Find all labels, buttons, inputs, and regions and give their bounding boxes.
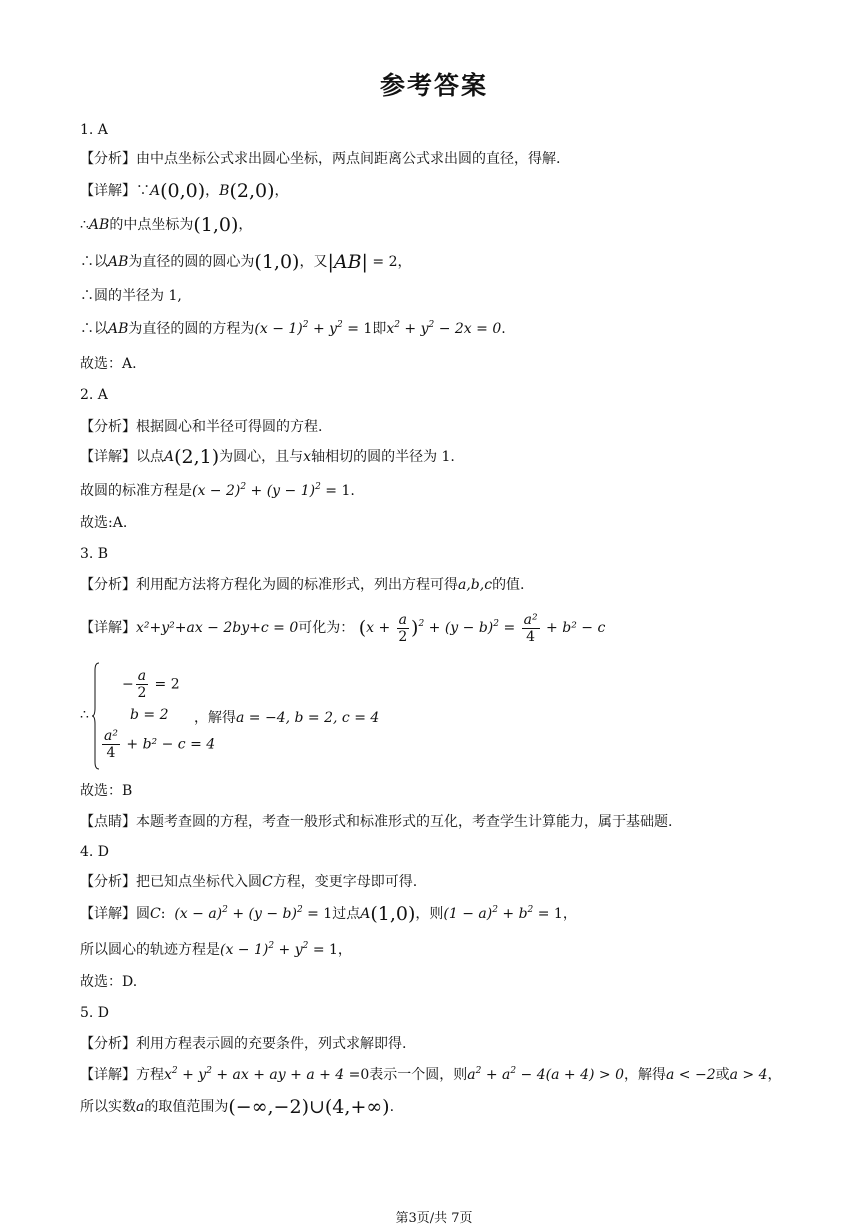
solution-2: a > 4 xyxy=(729,1067,768,1083)
q5-number: 5. D xyxy=(80,1005,110,1021)
center-coords: (1,0) xyxy=(254,251,300,273)
q5-analysis xyxy=(80,1035,406,1053)
variable-a: a xyxy=(136,1099,145,1115)
analysis-tag: 【分析】 xyxy=(80,577,136,593)
general-equation: x²+y²+ax − 2by+c = 0 xyxy=(136,620,299,636)
separator: ， xyxy=(562,906,577,922)
detail-tag: 【详解】 xyxy=(80,620,136,636)
text: 过点 xyxy=(332,906,361,922)
q2-detail-line2 xyxy=(80,482,355,500)
trajectory-equation: $(x - 1)^2 + y^2 = 1$ xyxy=(220,941,338,958)
text: ，解得 xyxy=(624,1067,666,1083)
point-a-coords: (2,1) xyxy=(174,446,220,468)
q2-detail-line1 xyxy=(80,448,455,466)
text: 或 xyxy=(715,1067,730,1083)
left-brace-icon xyxy=(92,662,100,770)
text: 以 xyxy=(94,254,108,270)
page-title: 参考答案 xyxy=(379,71,488,100)
separator: ， xyxy=(767,1067,782,1083)
solution-1: a < −2 xyxy=(666,1067,716,1083)
system-solution: ，解得a = −4, b = 2, c = 4 xyxy=(194,710,380,726)
separator: ， xyxy=(337,942,352,958)
therefore-symbol: ∴ xyxy=(80,254,94,270)
circle-c: C xyxy=(262,874,273,890)
separator: ， xyxy=(205,183,220,199)
analysis-text: 利用方程表示圆的充要条件，列式求解即得. xyxy=(136,1036,407,1052)
text: 以 xyxy=(94,321,108,337)
detail-tag: 【详解】 xyxy=(80,906,136,922)
substituted-equation: $(1 - a)^2 + b^2 = 1$ xyxy=(443,905,563,922)
separator: ， xyxy=(274,183,289,199)
q3-choice: 故选：B xyxy=(80,783,133,799)
analysis-text: 方程，变更字母即可得. xyxy=(272,874,418,890)
midpoint-coords: (1,0) xyxy=(193,214,239,236)
q1-detail-line2 xyxy=(80,216,252,234)
q1-detail-line4: ∴圆的半径为 1, xyxy=(80,288,182,304)
point-a: A xyxy=(164,449,175,465)
separator: ， xyxy=(397,254,412,270)
abs-ab: |AB| xyxy=(327,251,368,273)
q1-analysis xyxy=(80,150,560,168)
q4-analysis xyxy=(80,873,417,891)
q2-number: 2. A xyxy=(80,387,108,403)
text: 为直径的圆的圆心为 xyxy=(128,254,255,270)
therefore-symbol: ∴ xyxy=(80,321,94,337)
q3-detail-line1 xyxy=(80,611,605,645)
analysis-tag: 【分析】 xyxy=(80,1036,136,1052)
q2-analysis xyxy=(80,418,322,436)
separator: . xyxy=(350,483,355,499)
analysis-tag: 【分析】 xyxy=(80,151,136,167)
condition-inequality: $a^2 + a^2 - 4(a + 4) > 0$ xyxy=(467,1066,624,1083)
analysis-tag: 【分析】 xyxy=(80,419,136,435)
detail-tag: 【详解】 xyxy=(80,1067,136,1083)
q2-choice: 故选:A. xyxy=(80,515,128,531)
analysis-text: 根据圆心和半径可得圆的方程. xyxy=(136,419,323,435)
q1-detail-line5 xyxy=(80,320,506,338)
analysis-tag: 【分析】 xyxy=(80,874,136,890)
analysis-text: 把已知点坐标代入圆 xyxy=(136,874,262,890)
detail-tag: 【详解】 xyxy=(80,449,136,465)
q1-number: 1. A xyxy=(80,122,108,138)
q5-detail-line2 xyxy=(80,1098,394,1116)
completed-square-equation: (x + $\frac{a}{2}$ )$^2 + (y - b)^2$ = $\frac{\text{a²}}{4}$ + b² − c xyxy=(358,611,606,645)
general-equation: $x^2 + y^2 - 2x = 0$ xyxy=(386,320,502,337)
q4-detail-line1 xyxy=(80,905,577,923)
analysis-text: 的值. xyxy=(492,577,525,593)
q3-number: 3. B xyxy=(80,546,109,562)
analysis-text: 由中点坐标公式求出圆心坐标，两点间距离公式求出圆的直径，得解. xyxy=(136,151,561,167)
detail-tag: 【详解】 xyxy=(80,183,136,199)
point-b-coords: (2,0) xyxy=(229,180,275,202)
q4-detail-line2 xyxy=(80,941,352,959)
text: ，又 xyxy=(299,254,328,270)
text: ，则 xyxy=(415,906,444,922)
point-b: B xyxy=(219,183,230,199)
separator: ， xyxy=(238,217,253,233)
q4-number: 4. D xyxy=(80,844,110,860)
x-axis-var: x xyxy=(303,449,312,465)
therefore-symbol: ∴ xyxy=(80,707,89,723)
circle-equation: $x^2 + y^2$ + ax + ay + a + 4 =0 xyxy=(164,1066,370,1083)
text: 可化为： xyxy=(298,620,355,636)
q1-detail-line3 xyxy=(80,253,412,271)
text: 所以实数 xyxy=(80,1099,136,1115)
text: 以点 xyxy=(136,449,164,465)
separator: . xyxy=(501,321,506,337)
because-symbol: ∵ xyxy=(136,183,150,199)
text: 表示一个圆，则 xyxy=(369,1067,468,1083)
point-a: A xyxy=(360,906,371,922)
circle-equation: $(x - 1)^2 + y^2 = 1$ xyxy=(254,320,373,337)
text: 为直径的圆的方程为 xyxy=(128,321,255,337)
text: 轴相切的圆的半径为 1. xyxy=(311,449,455,465)
segment-ab: AB xyxy=(108,254,129,270)
q5-detail-line1 xyxy=(80,1066,782,1084)
equals-two: = 2 xyxy=(367,254,398,270)
variables: a,b,c xyxy=(458,577,493,593)
text: 故圆的标准方程是 xyxy=(80,483,192,499)
q1-choice: 故选：A. xyxy=(80,356,137,372)
circle-c: C xyxy=(150,906,161,922)
q1-detail-line1 xyxy=(80,182,289,200)
comment-text: 本题考查圆的方程，考查一般形式和标准形式的互化，考查学生计算能力，属于基础题. xyxy=(136,814,673,830)
text: 的取值范围为 xyxy=(144,1099,229,1115)
system-eq2: b = 2 xyxy=(130,707,169,723)
standard-equation: $(x - 2)^2 + (y - 1)^2 = 1$ xyxy=(192,482,351,499)
system-eq3: $\frac{\text{a²}}{4}$ + b² − c = 4 xyxy=(104,728,216,761)
separator: . xyxy=(389,1099,395,1115)
text: 的中点坐标为 xyxy=(109,217,194,233)
point-a: A xyxy=(150,183,161,199)
text: 所以圆心的轨迹方程是 xyxy=(80,942,220,958)
point-a-coords: (0,0) xyxy=(160,180,206,202)
text: 即 xyxy=(372,321,387,337)
segment-ab: AB xyxy=(108,321,129,337)
system-eq1: − $\frac{a}{2}$ = 2 xyxy=(122,668,180,701)
page-number: 第3页/共 7页 xyxy=(395,1211,473,1226)
colon: : xyxy=(160,906,166,922)
therefore-symbol: ∴ xyxy=(80,217,89,233)
text: 圆 xyxy=(136,906,150,922)
comment-tag: 【点睛】 xyxy=(80,814,136,830)
q3-analysis xyxy=(80,576,525,594)
analysis-text: 利用配方法将方程化为圆的标准形式，列出方程可得 xyxy=(136,577,458,593)
q4-choice: 故选：D. xyxy=(80,974,138,990)
text: 方程 xyxy=(136,1067,164,1083)
q3-comment xyxy=(80,813,672,831)
range-interval: (−∞,−2)∪(4,+∞) xyxy=(228,1096,390,1118)
point-a-coords: (1,0) xyxy=(370,903,416,925)
text: 为圆心，且与 xyxy=(219,449,304,465)
circle-equation: $(x - a)^2 + (y - b)^2 = 1$ xyxy=(174,905,333,922)
segment-ab: AB xyxy=(88,217,110,233)
